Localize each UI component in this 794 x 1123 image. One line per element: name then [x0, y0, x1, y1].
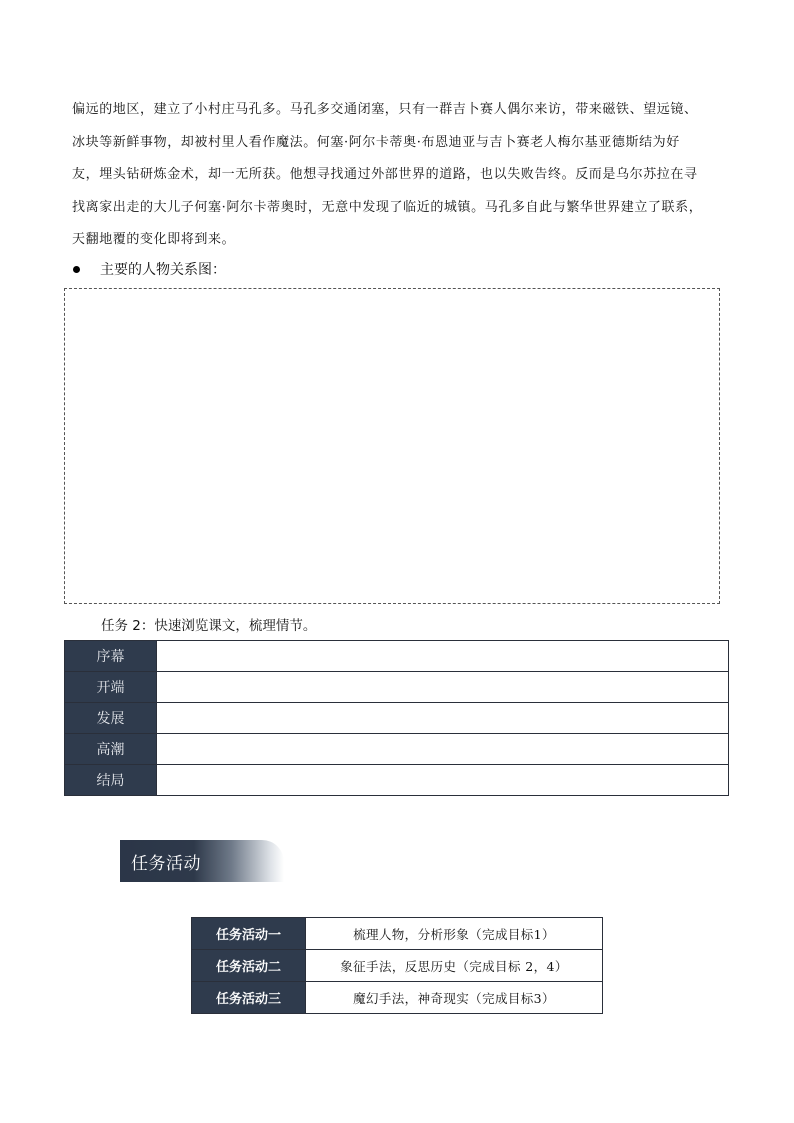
activity-description: 象征手法，反思历史（完成目标 2，4）	[306, 950, 603, 982]
table-row	[65, 703, 729, 734]
table-row	[192, 950, 603, 982]
story-paragraph	[72, 94, 732, 257]
table-row	[65, 672, 729, 703]
paragraph-line: 冰块等新鲜事物，却被村里人看作魔法。何塞·阿尔卡蒂奥·布恩迪亚与吉卜赛老人梅尔基亚德斯结为好	[72, 134, 680, 150]
paragraph-line: 偏远的地区，建立了小村庄马孔多。马孔多交通闭塞，只有一群吉卜赛人偶尔来访，带来磁铁、望远镜、	[72, 102, 698, 117]
section-banner-title: 任务活动	[131, 853, 201, 874]
paragraph-line: 找离家出走的大儿子何塞·阿尔卡蒂奥时，无意中发现了临近的城镇。马孔多自此与繁华世界建立了联系，	[72, 199, 703, 215]
table-row	[192, 982, 603, 1014]
paragraph-line: 友，埋头钻研炼金术，却一无所获。他想寻找通过外部世界的道路，也以失败告终。反而是乌尔苏拉在寻	[72, 167, 698, 182]
relationship-diagram-area[interactable]	[64, 288, 720, 604]
plot-table	[64, 640, 729, 796]
plot-stage-answer[interactable]	[157, 703, 729, 734]
task2-title: 任务 2：快速浏览课文，梳理情节。	[101, 618, 317, 634]
table-row	[65, 765, 729, 796]
activity-label: 任务活动二	[192, 950, 306, 982]
activity-label: 任务活动三	[192, 982, 306, 1014]
activity-description: 魔幻手法，神奇现实（完成目标3）	[306, 982, 603, 1014]
table-row	[192, 918, 603, 950]
plot-stage-label: 开端	[65, 672, 157, 703]
bullet-dot-icon	[73, 266, 80, 273]
plot-stage-answer[interactable]	[157, 641, 729, 672]
bullet-heading: 主要的人物关系图：	[100, 262, 226, 278]
plot-stage-label: 结局	[65, 765, 157, 796]
plot-stage-answer[interactable]	[157, 734, 729, 765]
plot-stage-answer[interactable]	[157, 672, 729, 703]
plot-stage-label: 高潮	[65, 734, 157, 765]
bullet-item	[72, 258, 226, 280]
plot-stage-label: 序幕	[65, 641, 157, 672]
plot-stage-label: 发展	[65, 703, 157, 734]
table-row	[65, 734, 729, 765]
table-row	[65, 641, 729, 672]
activities-table	[191, 917, 603, 1014]
plot-stage-answer[interactable]	[157, 765, 729, 796]
paragraph-line: 天翻地覆的变化即将到来。	[72, 232, 236, 247]
section-banner	[120, 840, 284, 882]
activity-description: 梳理人物，分析形象（完成目标1）	[306, 918, 603, 950]
activity-label: 任务活动一	[192, 918, 306, 950]
